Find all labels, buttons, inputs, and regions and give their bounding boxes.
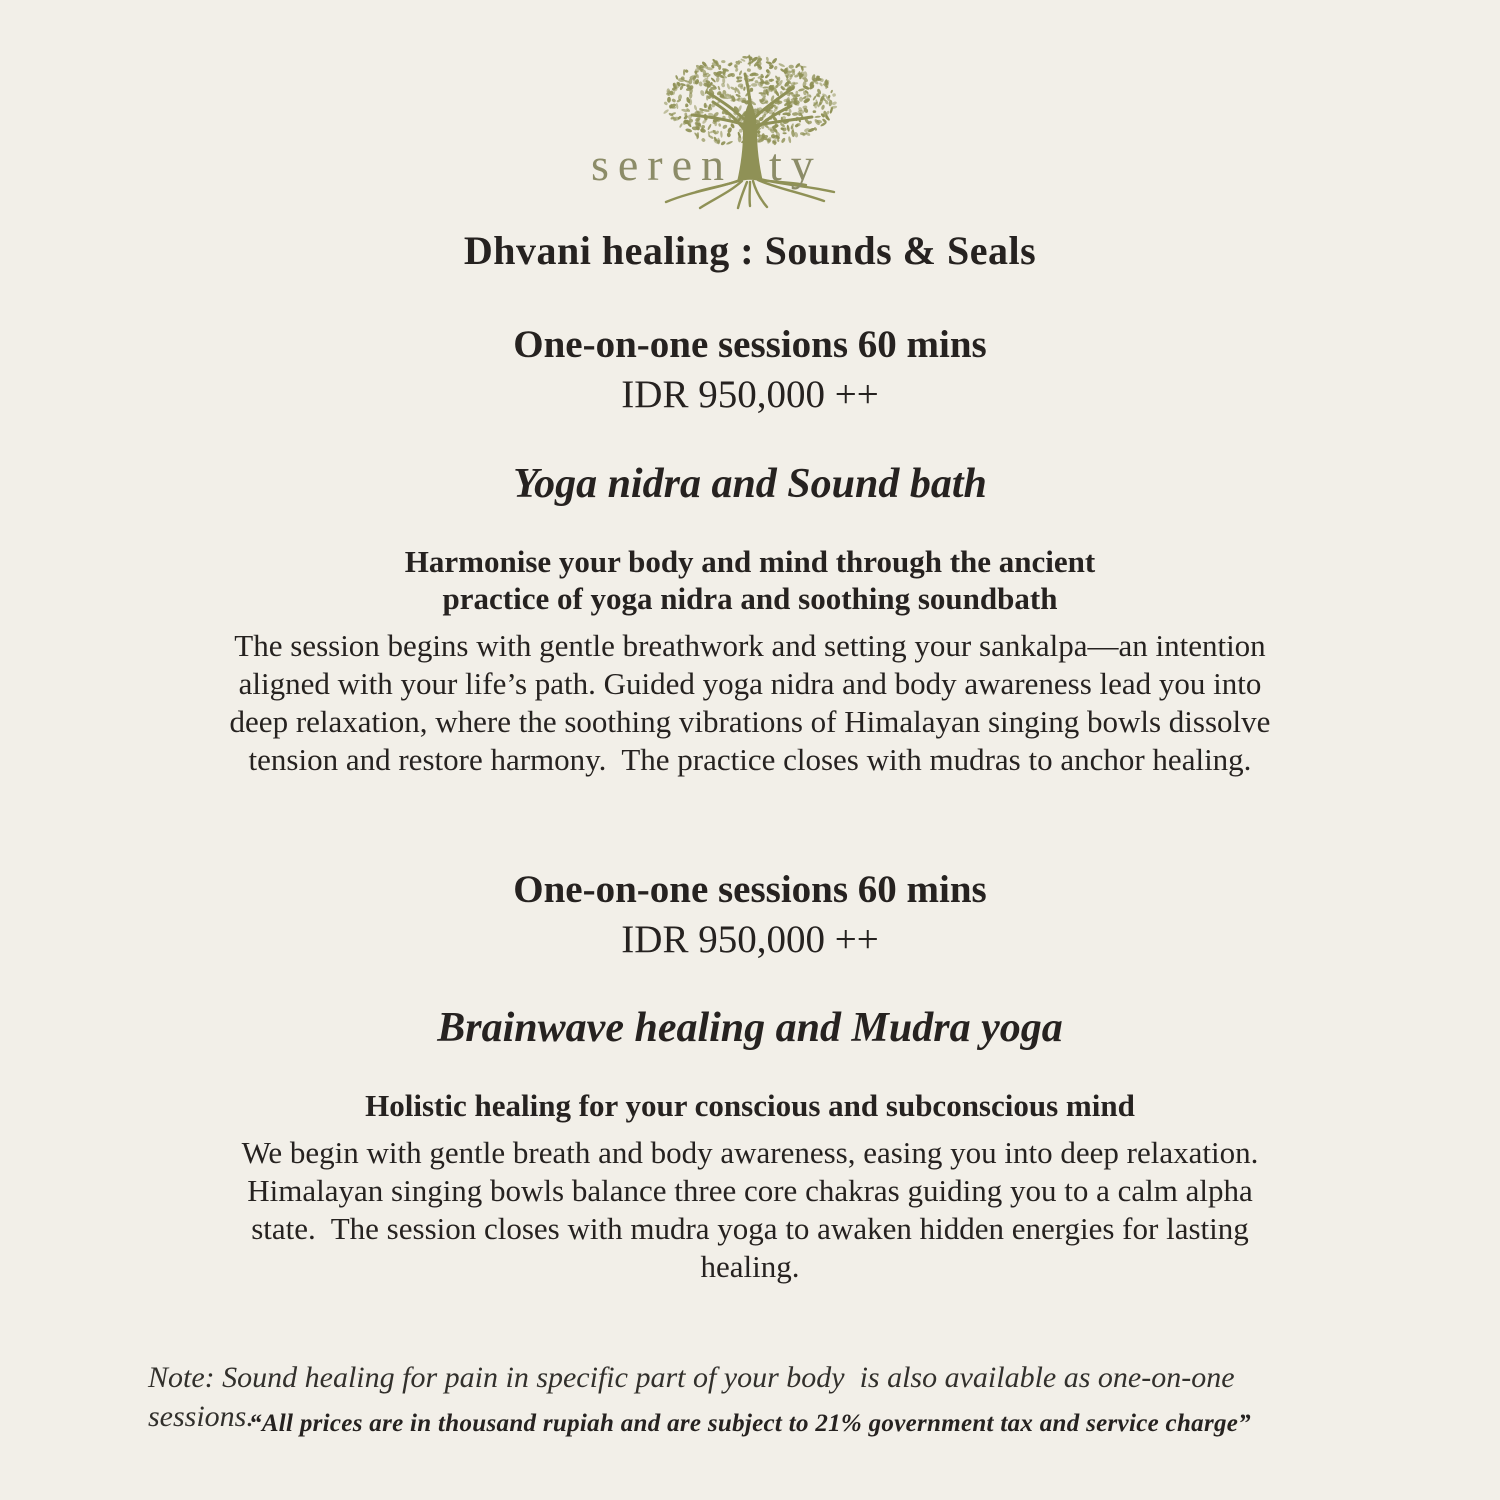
service-name-heading: Brainwave healing and Mudra yoga [437,1005,1063,1052]
description-line: Himalayan singing bowls balance three core chakras guiding you to a calm alpha [247,1173,1253,1209]
session-price: IDR 950,000 ++ [621,372,879,416]
service-description [0,1134,1500,1286]
subtitle-line: Harmonise your body and mind through the ancient [404,543,1096,579]
description-line: healing. [700,1249,800,1285]
session-heading: One-on-one sessions 60 mins [513,867,987,911]
service-description [0,627,1500,779]
service-subtitle [0,1087,1500,1124]
note-line: Note: Sound healing for pain in specific part of your body is also available as one-on-one [148,1361,1235,1395]
session-block [0,865,1500,965]
session-block [0,320,1500,420]
tree-logo-icon [540,30,960,215]
service-name-heading: Yoga nidra and Sound bath [513,460,987,507]
description-line: deep relaxation, where the soothing vibrations of Himalayan singing bowls dissolve [229,703,1271,739]
description-line: tension and restore harmony. The practice closes with mudras to anchor healing. [248,741,1252,777]
pricing-disclaimer: “All prices are in thousand rupiah and are subject to 21% government tax and service charge” [249,1410,1251,1437]
description-line: state. The session closes with mudra yoga to awaken hidden energies for lasting [251,1211,1249,1247]
note-line: sessions. [148,1400,254,1434]
description-line: We begin with gentle breath and body awareness, easing you into deep relaxation. [241,1135,1259,1171]
description-line: The session begins with gentle breathwork and setting your sankalpa—an intention [234,627,1266,663]
description-line: aligned with your life’s path. Guided yoga nidra and body awareness lead you into [238,665,1262,701]
brand-name-left: seren [590,139,733,190]
brand-name-right: ty [769,139,823,190]
subtitle-line: practice of yoga nidra and soothing soundbath [442,580,1058,616]
serenity-logo [0,0,1500,190]
session-price: IDR 950,000 ++ [621,917,879,961]
service-section-yoga-nidra [0,320,1500,779]
page-title: Dhvani healing : Sounds & Seals [463,228,1037,273]
service-subtitle [0,543,1500,617]
subtitle-line: Holistic healing for your conscious and subconscious mind [365,1088,1135,1124]
session-heading: One-on-one sessions 60 mins [513,323,987,366]
service-section-brainwave [0,865,1500,1287]
